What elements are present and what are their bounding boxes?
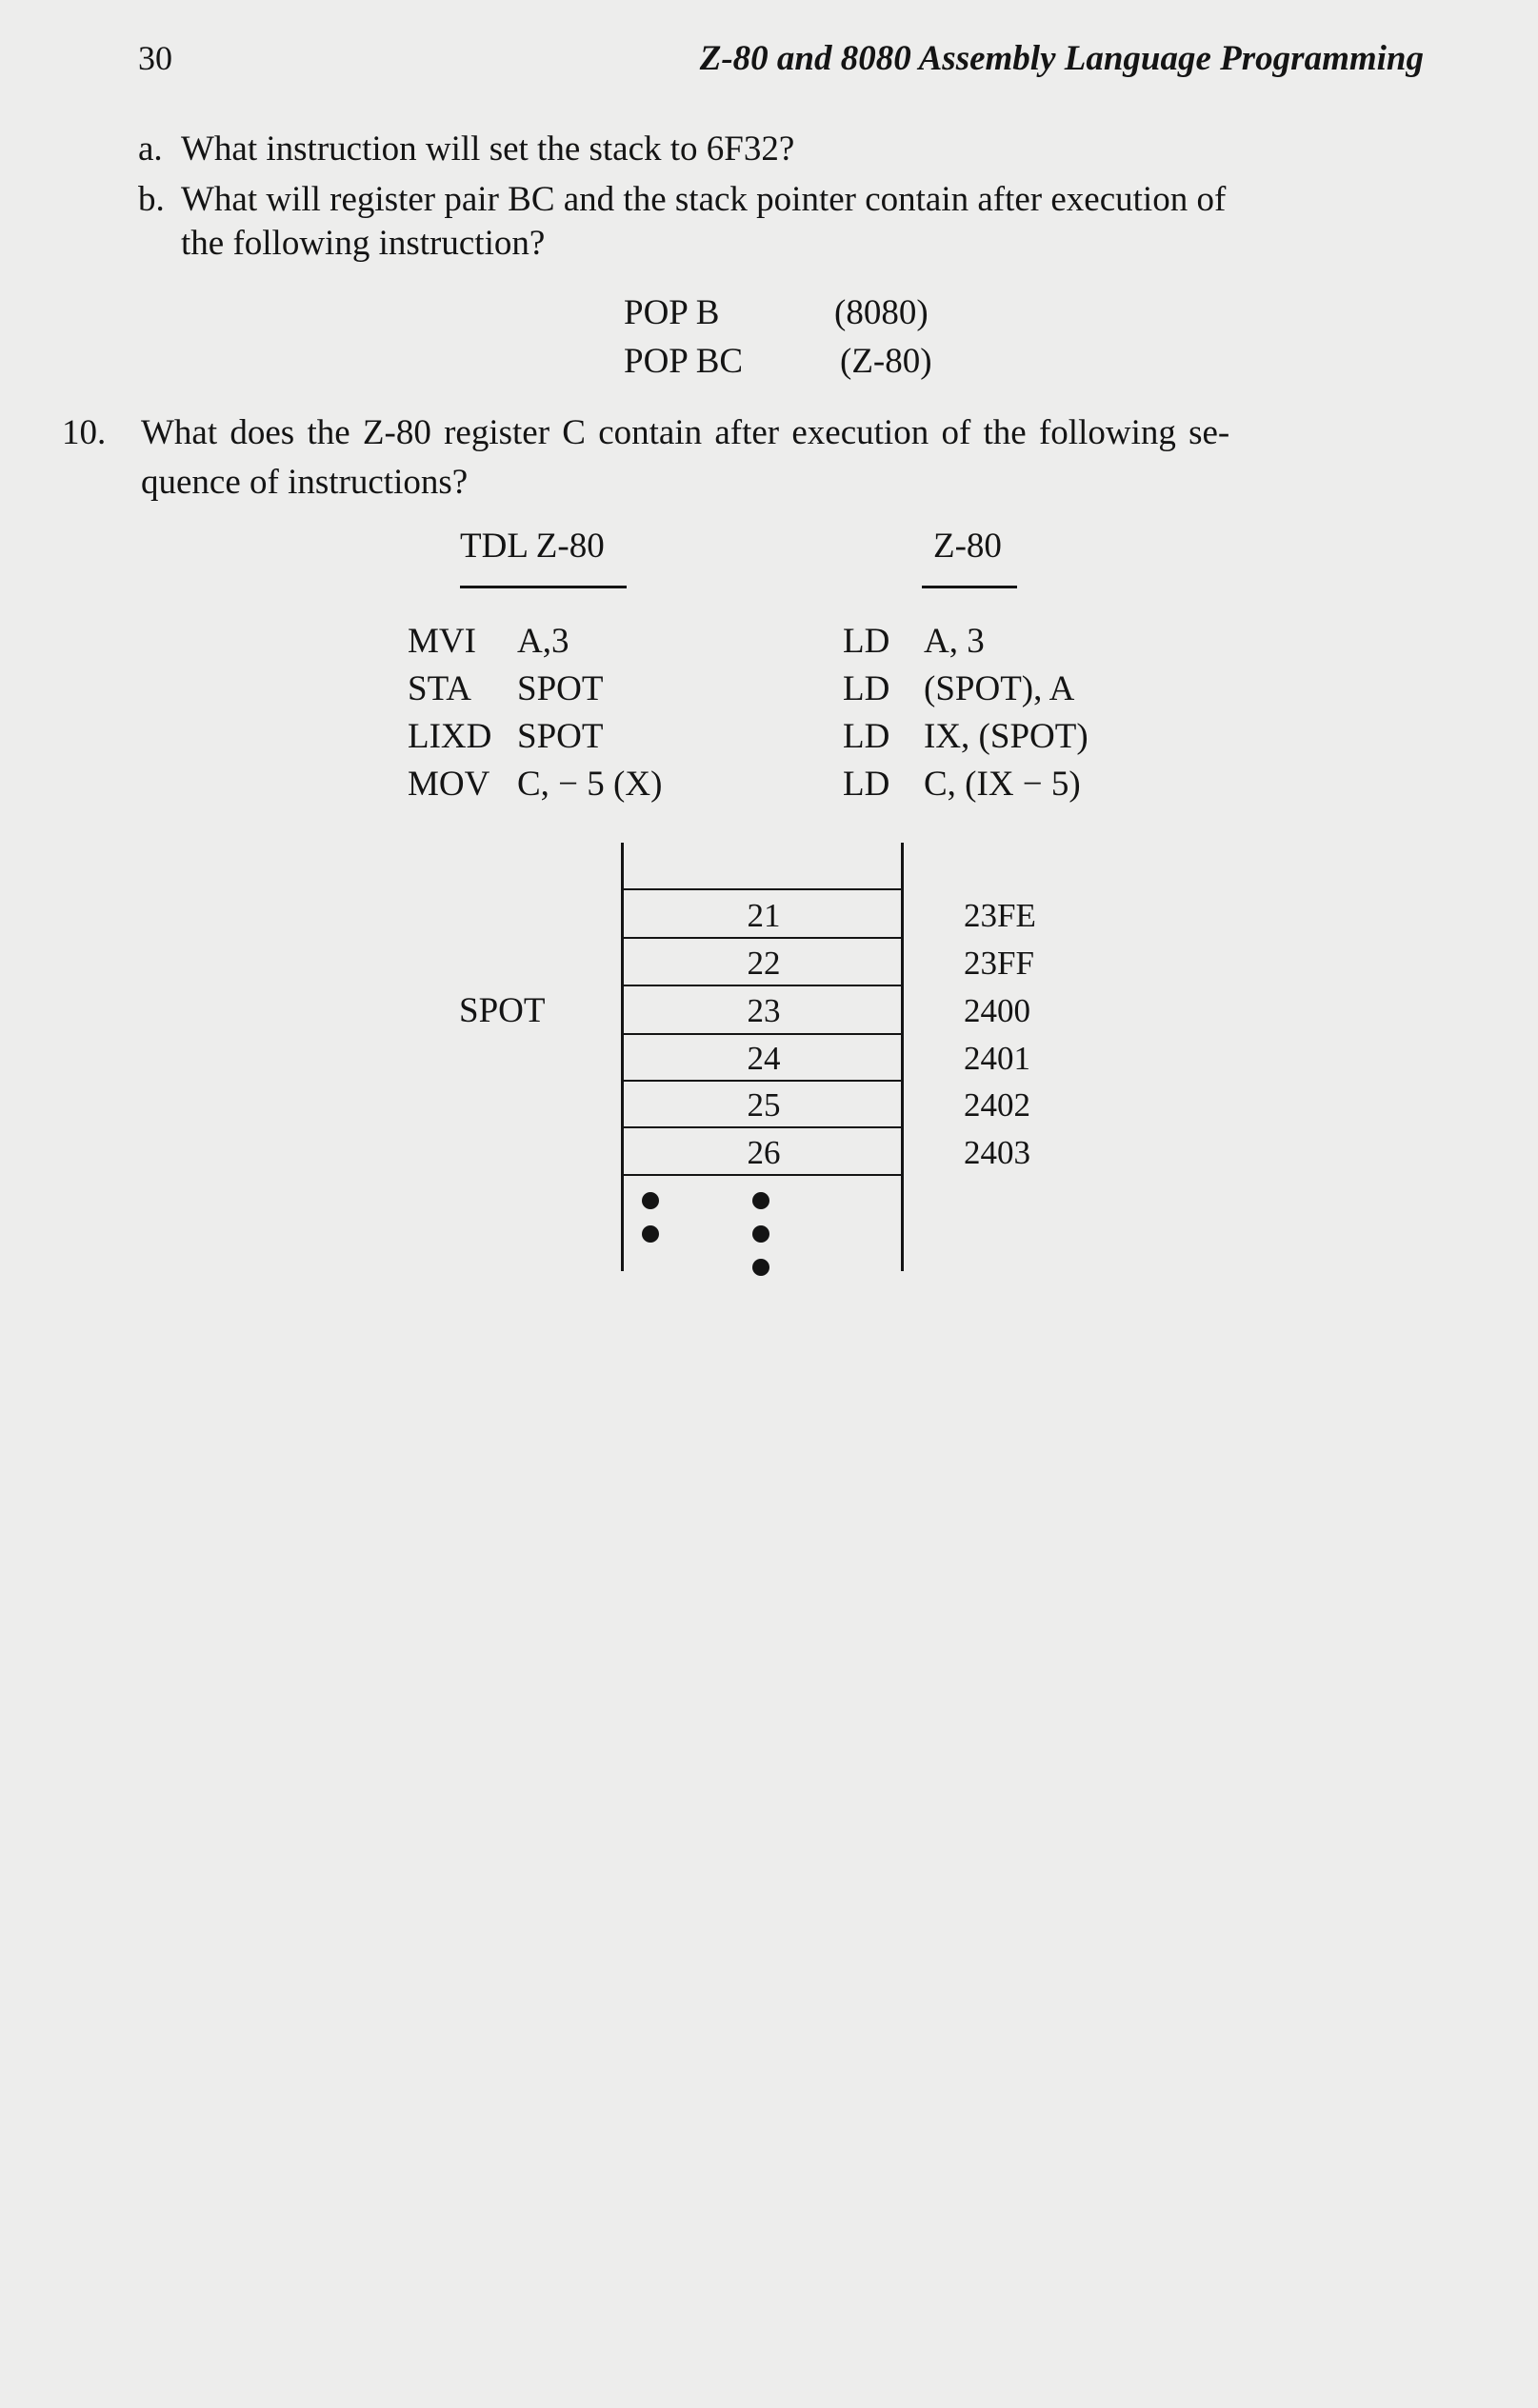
pop-cpu-8080: (8080) [834,293,929,332]
question-9b-text-line2: the following instruction? [181,224,546,263]
tdl-heading-rule [460,586,627,588]
z80-arg: A, 3 [924,622,985,661]
question-10-text-line1: What does the Z-80 register C contain after execution of the following se- [141,413,1230,452]
memory-cell-value: 24 [747,1040,781,1077]
z80-op: LD [843,622,890,661]
memory-cell-value: 21 [747,897,781,934]
tdl-arg: SPOT [517,669,604,708]
memory-address: 2403 [964,1134,1030,1171]
ellipsis-dot [752,1225,769,1243]
memory-cell-value: 26 [747,1134,781,1171]
running-head: Z-80 and 8080 Assembly Language Programming [699,39,1424,78]
tdl-arg: SPOT [517,717,604,756]
ellipsis-dot [642,1225,659,1243]
ellipsis-dot [752,1259,769,1276]
z80-op: LD [843,717,890,756]
memory-cell-value: 22 [747,945,781,982]
question-9a-label: a. [138,129,163,169]
z80-op: LD [843,765,890,804]
pop-instruction-z80: POP BC [624,342,744,381]
ellipsis-dot [642,1192,659,1209]
memory-address: 23FF [964,945,1034,982]
pop-instruction-8080: POP B [624,293,720,332]
question-9b-label: b. [138,180,165,219]
tdl-arg: C, − 5 (X) [517,765,663,804]
memory-cell-divider [621,985,904,986]
z80-arg: (SPOT), A [924,669,1075,708]
tdl-op: STA [408,669,471,708]
memory-cell-divider [621,888,904,890]
memory-cell-divider [621,1174,904,1176]
pop-cpu-z80: (Z-80) [840,342,932,381]
z80-heading-rule [922,586,1017,588]
memory-cell-divider [621,1080,904,1082]
z80-column-heading: Z-80 [933,527,1002,566]
question-10-number: 10. [62,413,107,452]
tdl-arg: A,3 [517,622,569,661]
memory-address: 2402 [964,1086,1030,1124]
page-number: 30 [138,39,172,77]
memory-cell-divider [621,1126,904,1128]
ellipsis-dot [752,1192,769,1209]
question-10-text-line2: quence of instructions? [141,463,469,502]
question-9a-text: What instruction will set the stack to 6F32? [181,129,795,169]
tdl-op: LIXD [408,717,492,756]
question-9b-text-line1: What will register pair BC and the stack pointer contain after execution of [181,180,1227,219]
memory-cell-value: 23 [747,992,781,1029]
memory-address: 2400 [964,992,1030,1029]
tdl-column-heading: TDL Z-80 [460,527,605,566]
memory-cell-divider [621,937,904,939]
z80-arg: IX, (SPOT) [924,717,1089,756]
z80-arg: C, (IX − 5) [924,765,1081,804]
spot-label: SPOT [459,991,546,1030]
tdl-op: MVI [408,622,476,661]
memory-cell-value: 25 [747,1086,781,1124]
z80-op: LD [843,669,890,708]
memory-cell-divider [621,1033,904,1035]
memory-address: 2401 [964,1040,1030,1077]
tdl-op: MOV [408,765,490,804]
memory-address: 23FE [964,897,1036,934]
